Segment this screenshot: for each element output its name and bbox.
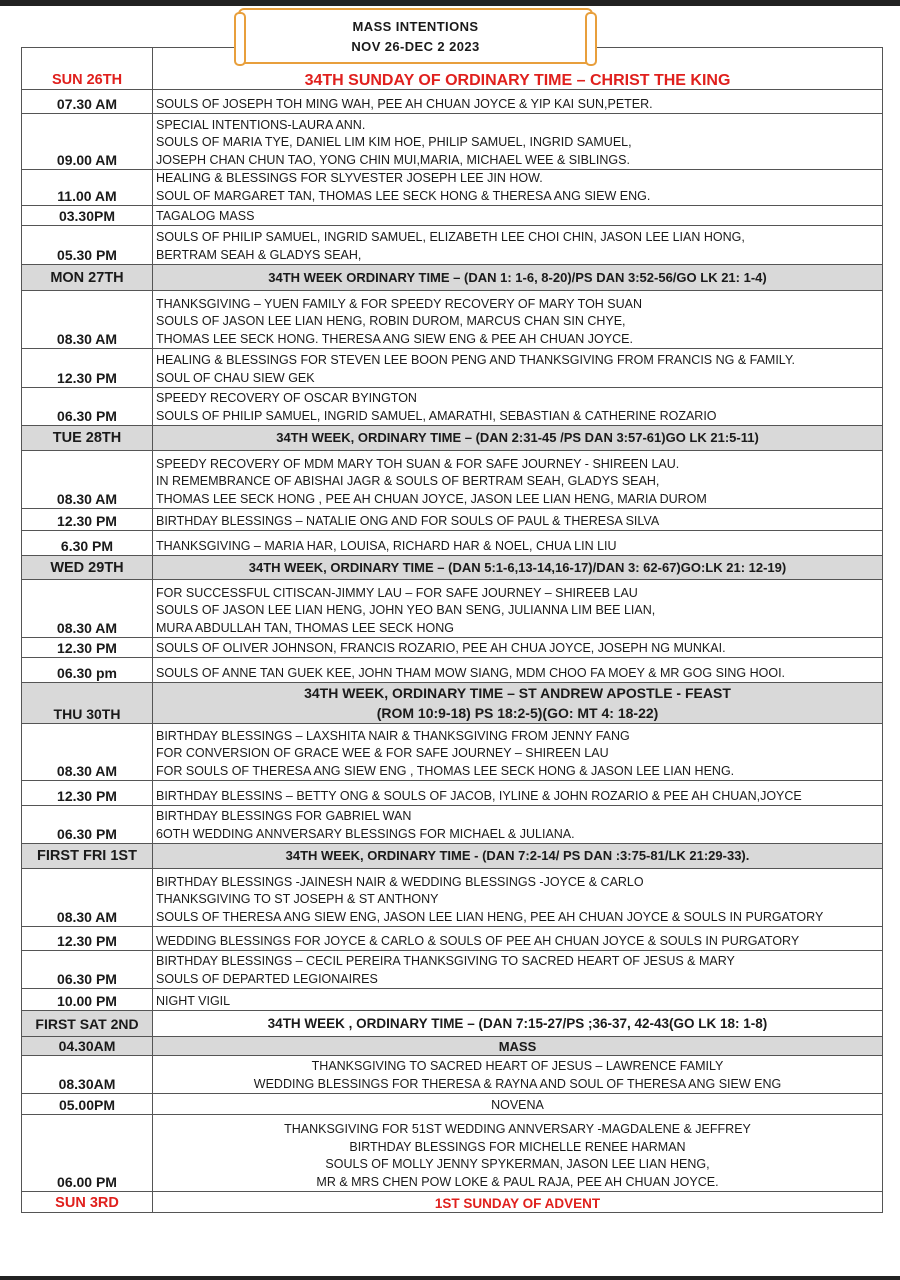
intention-line: FOR CONVERSION OF GRACE WEE & FOR SAFE JOURNEY – SHIREEN LAU (156, 746, 609, 760)
intention-cell (153, 90, 883, 114)
intention-cell (153, 781, 883, 806)
time-cell: 10.00 PM (22, 989, 153, 1011)
intention-cell (153, 451, 883, 509)
intention-cell (153, 531, 883, 556)
day-header-row (22, 426, 883, 451)
intention-line: THANKSGIVING FOR 51ST WEDDING ANNVERSARY -MAGDALENE & JEFFREY (284, 1122, 751, 1136)
time-cell: 12.30 PM (22, 927, 153, 951)
mass-row (22, 1115, 883, 1192)
mass-row (22, 724, 883, 781)
intention-cell (153, 658, 883, 683)
day-header-row (22, 1011, 883, 1037)
intention-cell (153, 869, 883, 927)
intention-line: SOULS OF JASON LEE LIAN HENG, ROBIN DUROM, MARCUS CHAN SIN CHYE, (156, 314, 626, 328)
intention-cell (153, 844, 883, 869)
intention-cell (153, 556, 883, 580)
intention-line: SPECIAL INTENTIONS-LAURA ANN. (156, 117, 366, 132)
time-cell: 06.00 PM (22, 1115, 153, 1192)
time-cell: 11.00 AM (22, 170, 153, 206)
intention-line: TAGALOG MASS (156, 208, 255, 223)
intention-cell (153, 1037, 883, 1056)
mass-row (22, 580, 883, 638)
time-cell: 12.30 PM (22, 509, 153, 531)
mass-row (22, 927, 883, 951)
intention-line: BIRTHDAY BLESSINGS – LAXSHITA NAIR & THANKSGIVING FROM JENNY FANG (156, 728, 630, 743)
intention-line: BIRTHDAY BLESSINS – BETTY ONG & SOULS OF JACOB, IYLINE & JOHN ROZARIO & PEE AH CHUAN,JOYCE (156, 788, 802, 803)
time-cell: 08.30 AM (22, 580, 153, 638)
time-cell: 05.30 PM (22, 226, 153, 265)
intention-line: 34TH WEEK , ORDINARY TIME – (DAN 7:15-27/PS ;36-37, 42-43(GO LK 18: 1-8) (267, 1015, 768, 1031)
intention-cell (153, 1094, 883, 1115)
mass-row (22, 781, 883, 806)
intention-line: BERTRAM SEAH & GLADYS SEAH, (156, 247, 362, 262)
mass-row (22, 114, 883, 170)
intention-line: THANKSGIVING – MARIA HAR, LOUISA, RICHARD HAR & NOEL, CHUA LIN LIU (156, 538, 617, 553)
intention-line: BIRTHDAY BLESSINGS FOR MICHELLE RENEE HARMAN (349, 1139, 686, 1154)
time-cell: 12.30 PM (22, 781, 153, 806)
time-cell: 08.30 AM (22, 451, 153, 509)
intention-cell (153, 291, 883, 349)
mass-row (22, 509, 883, 531)
intention-cell (153, 388, 883, 426)
bottom-border (0, 1276, 900, 1280)
time-cell: 07.30 AM (22, 90, 153, 114)
intention-line: WEDDING BLESSINGS FOR JOYCE & CARLO & SOULS OF PEE AH CHUAN JOYCE & SOULS IN PURGATORY (156, 933, 800, 948)
day-header-row (22, 265, 883, 291)
intention-cell (153, 1115, 883, 1192)
intention-line: SOULS OF MOLLY JENNY SPYKERMAN, JASON LEE LIAN HENG, (325, 1157, 710, 1171)
mass-row (22, 90, 883, 114)
intention-line: MURA ABDULLAH TAN, THOMAS LEE SECK HONG (156, 620, 454, 635)
title-banner (238, 8, 593, 64)
intention-cell (153, 724, 883, 781)
intention-line: MR & MRS CHEN POW LOKE & PAUL RAJA, PEE AH CHUAN JOYCE. (316, 1174, 719, 1189)
mass-row (22, 451, 883, 509)
time-cell: 08.30 AM (22, 869, 153, 927)
time-cell: MON 27TH (22, 265, 153, 291)
intention-line: THOMAS LEE SECK HONG , PEE AH CHUAN JOYCE, JASON LEE LIAN HENG, MARIA DUROM (156, 491, 707, 506)
intention-line: SOULS OF PHILIP SAMUEL, INGRID SAMUEL, AMARATHI, SEBASTIAN & CATHERINE ROZARIO (156, 408, 717, 423)
day-header-row (22, 1192, 883, 1213)
intention-line: BIRTHDAY BLESSINGS – CECIL PEREIRA THANKSGIVING TO SACRED HEART OF JESUS & MARY (156, 954, 735, 968)
intention-cell (153, 580, 883, 638)
mass-row (22, 658, 883, 683)
time-cell: 08.30AM (22, 1056, 153, 1094)
time-cell: WED 29TH (22, 556, 153, 580)
intention-line: 1ST SUNDAY OF ADVENT (434, 1195, 601, 1211)
time-cell: 06.30 PM (22, 951, 153, 989)
intention-line: SOULS OF DEPARTED LEGIONAIRES (156, 971, 378, 986)
intention-cell (153, 1011, 883, 1037)
intention-cell (153, 951, 883, 989)
mass-row (22, 638, 883, 658)
intention-line: 34TH WEEK, ORDINARY TIME – (DAN 2:31-45 /PS DAN 3:57-61)GO LK 21:5-11) (276, 430, 759, 446)
mass-row (22, 170, 883, 206)
time-cell: 03.30PM (22, 206, 153, 226)
intention-line: NOVENA (491, 1097, 544, 1112)
intention-line: HEALING & BLESSINGS FOR SLYVESTER JOSEPH LEE JIN HOW. (156, 171, 543, 185)
intention-line: SOUL OF MARGARET TAN, THOMAS LEE SECK HONG & THERESA ANG SIEW ENG. (156, 188, 651, 203)
intention-line: JOSEPH CHAN CHUN TAO, YONG CHIN MUI,MARIA, MICHAEL WEE & SIBLINGS. (156, 152, 630, 167)
intention-line: SOULS OF JOSEPH TOH MING WAH, PEE AH CHUAN JOYCE & YIP KAI SUN,PETER. (156, 96, 653, 111)
intention-line: (ROM 10:9-18) PS 18:2-5)(GO: MT 4: 18-22) (376, 705, 659, 721)
intention-line: 6OTH WEDDING ANNVERSARY BLESSINGS FOR MICHAEL & JULIANA. (156, 826, 575, 841)
schedule-body (22, 48, 883, 1213)
intention-line: FOR SUCCESSFUL CITISCAN-JIMMY LAU – FOR SAFE JOURNEY – SHIREEB LAU (156, 585, 638, 600)
intention-line: THANKSGIVING – YUEN FAMILY & FOR SPEEDY RECOVERY OF MARY TOH SUAN (156, 296, 643, 311)
time-cell: FIRST SAT 2ND (22, 1011, 153, 1037)
intention-cell (153, 349, 883, 388)
mass-row (22, 1094, 883, 1115)
mass-row (22, 206, 883, 226)
intention-cell (153, 989, 883, 1011)
intention-line: 34TH SUNDAY OF ORDINARY TIME – CHRIST THE KING (304, 71, 731, 89)
intention-cell (153, 206, 883, 226)
intention-line: BIRTHDAY BLESSINGS – NATALIE ONG AND FOR SOULS OF PAUL & THERESA SILVA (156, 513, 660, 528)
time-cell: 12.30 PM (22, 638, 153, 658)
intention-line: SOULS OF MARIA TYE, DANIEL LIM KIM HOE, PHILIP SAMUEL, INGRID SAMUEL, (156, 135, 632, 149)
intention-cell (153, 927, 883, 951)
mass-schedule-table (21, 47, 883, 1213)
mass-row (22, 869, 883, 927)
intention-cell (153, 683, 883, 724)
time-cell: 06.30 PM (22, 806, 153, 844)
intention-line: 34TH WEEK, ORDINARY TIME – (DAN 5:1-6,13-14,16-17)/DAN 3: 62-67)GO:LK 21: 12-19) (248, 559, 787, 575)
intention-line: SOULS OF ANNE TAN GUEK KEE, JOHN THAM MOW SIANG, MDM CHOO FA MOEY & MR GOG SING HOOI. (156, 665, 786, 680)
intention-line: HEALING & BLESSINGS FOR STEVEN LEE BOON PENG AND THANKSGIVING FROM FRANCIS NG & FAMILY. (156, 353, 796, 367)
day-header-row (22, 1037, 883, 1056)
time-cell: 04.30AM (22, 1037, 153, 1056)
page-title: MASS INTENTIONS (352, 19, 479, 34)
intention-cell (153, 170, 883, 206)
mass-row (22, 1056, 883, 1094)
time-cell: 12.30 PM (22, 349, 153, 388)
time-cell: THU 30TH (22, 683, 153, 724)
intention-cell (153, 114, 883, 170)
time-cell: 09.00 AM (22, 114, 153, 170)
intention-line: 34TH WEEK, ORDINARY TIME – ST ANDREW APOSTLE - FEAST (304, 685, 731, 701)
intention-cell (153, 806, 883, 844)
intention-line: SOULS OF OLIVER JOHNSON, FRANCIS ROZARIO, PEE AH CHUA JOYCE, JOSEPH NG MUNKAI. (156, 640, 726, 655)
mass-row (22, 226, 883, 265)
intention-cell (153, 1056, 883, 1094)
time-cell: 08.30 AM (22, 291, 153, 349)
intention-line: SOUL OF CHAU SIEW GEK (156, 370, 315, 385)
mass-row (22, 989, 883, 1011)
intention-line: 34TH WEEK ORDINARY TIME – (DAN 1: 1-6, 8-20)/PS DAN 3:52-56/GO LK 21: 1-4) (268, 269, 767, 285)
time-cell: FIRST FRI 1ST (22, 844, 153, 869)
intention-line: BIRTHDAY BLESSINGS FOR GABRIEL WAN (156, 809, 412, 823)
time-cell: 06.30 pm (22, 658, 153, 683)
time-cell: SUN 26TH (22, 48, 153, 90)
time-cell: 05.00PM (22, 1094, 153, 1115)
intention-cell (153, 226, 883, 265)
intention-line: 34TH WEEK, ORDINARY TIME - (DAN 7:2-14/ PS DAN :3:75-81/LK 21:29-33). (285, 848, 750, 864)
day-header-row (22, 556, 883, 580)
mass-row (22, 291, 883, 349)
intention-line: NIGHT VIGIL (156, 993, 231, 1008)
mass-row (22, 951, 883, 989)
mass-row (22, 388, 883, 426)
intention-cell (153, 638, 883, 658)
mass-row (22, 806, 883, 844)
time-cell: 08.30 AM (22, 724, 153, 781)
time-cell: 6.30 PM (22, 531, 153, 556)
intention-cell (153, 426, 883, 451)
intention-line: SOULS OF PHILIP SAMUEL, INGRID SAMUEL, ELIZABETH LEE CHOI CHIN, JASON LEE LIAN HONG, (156, 230, 745, 244)
intention-cell (153, 509, 883, 531)
intention-line: BIRTHDAY BLESSINGS -JAINESH NAIR & WEDDING BLESSINGS -JOYCE & CARLO (156, 874, 644, 889)
intention-cell (153, 1192, 883, 1213)
intention-line: FOR SOULS OF THERESA ANG SIEW ENG , THOMAS LEE SECK HONG & JASON LEE LIAN HENG. (156, 763, 735, 778)
intention-line: THOMAS LEE SECK HONG. THERESA ANG SIEW ENG & PEE AH CHUAN JOYCE. (156, 331, 633, 346)
day-header-row (22, 844, 883, 869)
intention-line: THANKSGIVING TO ST JOSEPH & ST ANTHONY (156, 892, 439, 906)
day-header-row (22, 683, 883, 724)
intention-line: SPEEDY RECOVERY OF MDM MARY TOH SUAN & FOR SAFE JOURNEY - SHIREEN LAU. (156, 456, 680, 471)
top-border (0, 0, 900, 6)
intention-line: WEDDING BLESSINGS FOR THERESA & RAYNA AND SOUL OF THERESA ANG SIEW ENG (253, 1076, 782, 1091)
intention-line: THANKSGIVING TO SACRED HEART OF JESUS – LAWRENCE FAMILY (311, 1059, 724, 1073)
time-cell: 06.30 PM (22, 388, 153, 426)
intention-line: MASS (498, 1038, 537, 1054)
intention-line: IN REMEMBRANCE OF ABISHAI JAGR & SOULS OF BERTRAM SEAH, GLADYS SEAH, (156, 474, 660, 488)
intention-line: SOULS OF JASON LEE LIAN HENG, JOHN YEO BAN SENG, JULIANNA LIM BEE LIAN, (156, 603, 656, 617)
intention-line: SPEEDY RECOVERY OF OSCAR BYINGTON (156, 391, 417, 405)
intention-cell (153, 265, 883, 291)
time-cell: SUN 3RD (22, 1192, 153, 1213)
date-range: NOV 26-DEC 2 2023 (351, 39, 480, 54)
mass-row (22, 531, 883, 556)
mass-row (22, 349, 883, 388)
time-cell: TUE 28TH (22, 426, 153, 451)
intention-line: SOULS OF THERESA ANG SIEW ENG, JASON LEE LIAN HENG, PEE AH CHUAN JOYCE & SOULS IN PURGATORY (156, 909, 824, 924)
